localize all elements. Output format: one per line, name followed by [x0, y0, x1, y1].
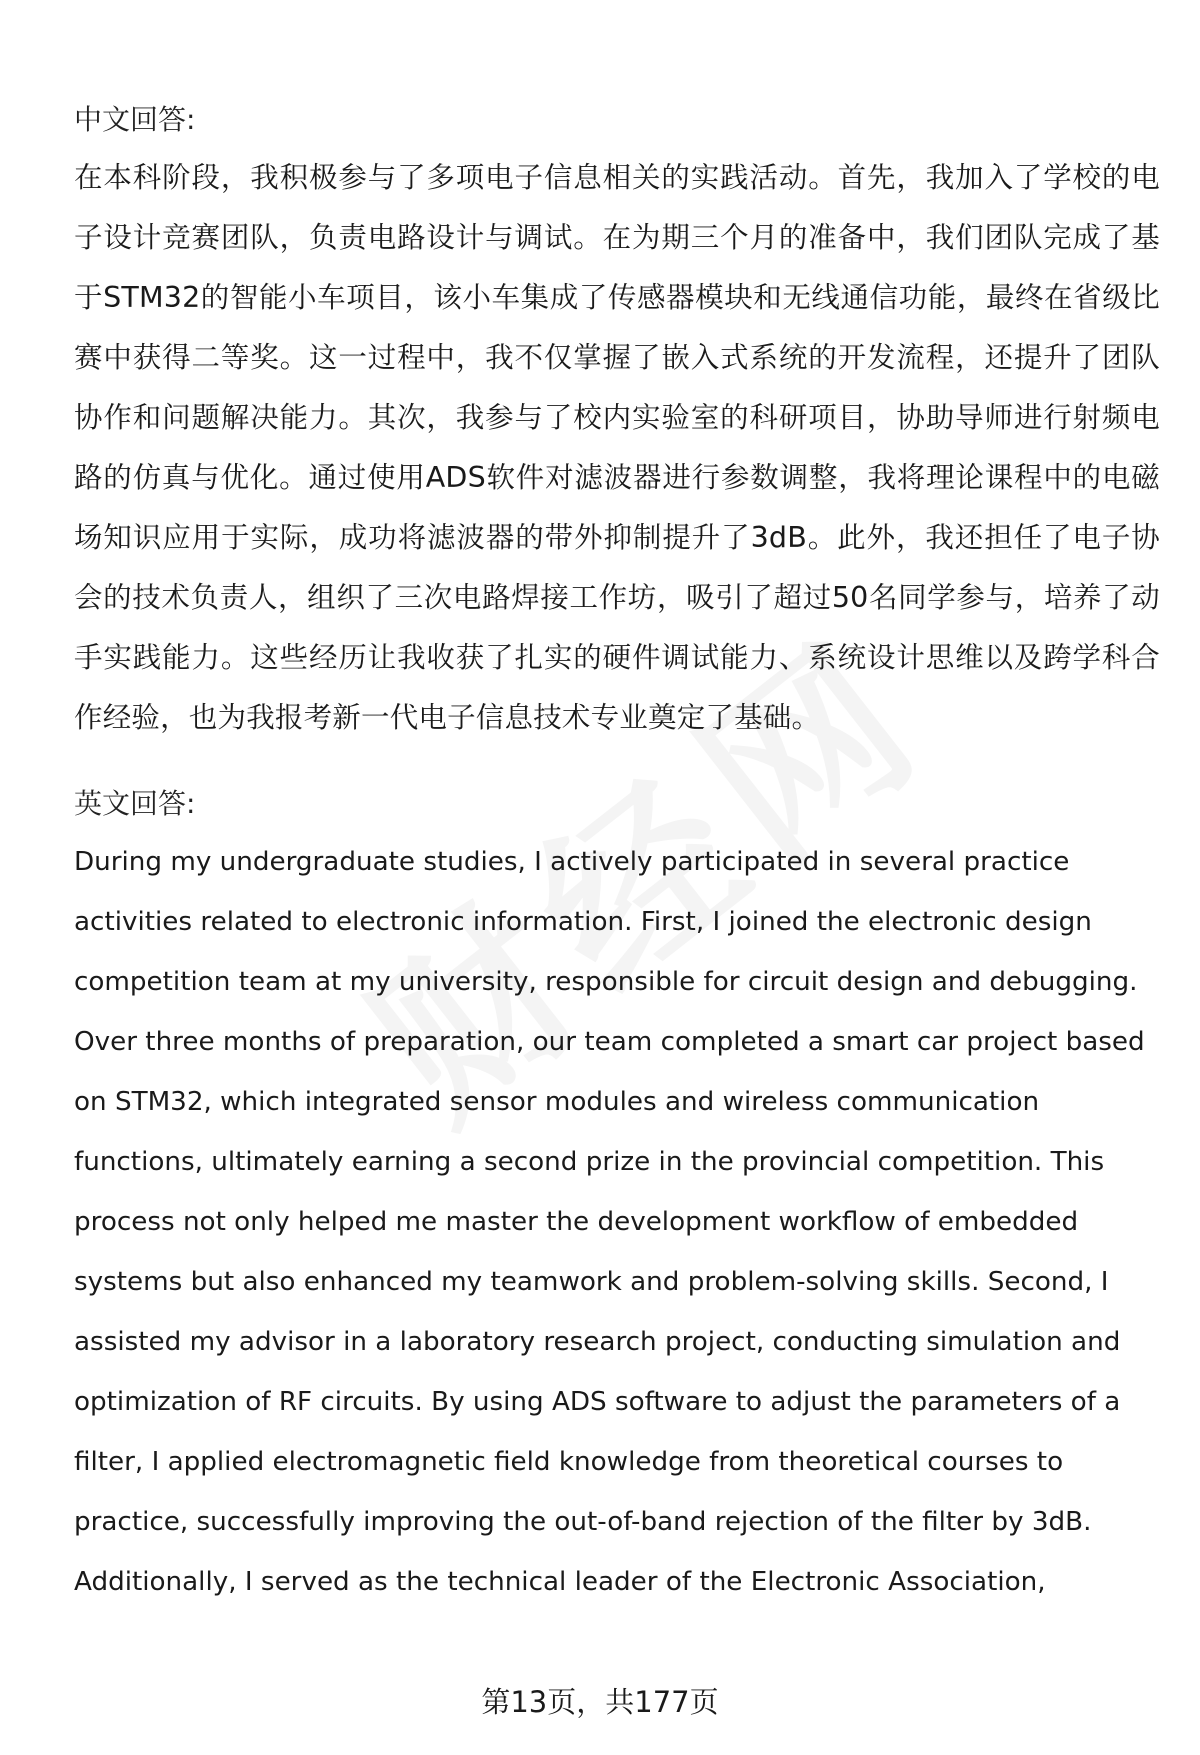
page-number: 第13页，共177页 [481, 1685, 719, 1719]
chinese-answer-section [74, 96, 1160, 748]
chinese-answer-heading: 中文回答: [74, 103, 196, 136]
english-answer-heading: 英文回答: [74, 787, 196, 820]
chinese-answer-paragraph: 在本科阶段，我积极参与了多项电子信息相关的实践活动。首先，我加入了学校的电子设计竞赛团队，负责电路设计与调试。在为期三个月的准备中，我们团队完成了基于STM32的智能小车项目，该小车集成了传感器模块和无线通信功能，最终在省级比赛中获得二等奖。这一过程中，我不仅掌握了嵌入式系统的开发流程，还提升了团队协作和问题解决能力。其次，我参与了校内实验室的科研项目，协助导师进行射频电路的仿真与优化。通过使用ADS软件对滤波器进行参数调整，我将理论课程中的电磁场知识应用于实际，成功将滤波器的带外抑制提升了3dB。此外，我还担任了电子协会的技术负责人，组织了三次电路焊接工作坊，吸引了超过50名同学参与，培养了动手实践能力。这些经历让我收获了扎实的硬件调试能力、系统设计思维以及跨学科合作经验，也为我报考新一代电子信息技术专业奠定了基础。 [74, 161, 1160, 734]
english-answer-section [74, 780, 1154, 1612]
english-answer-paragraph: During my undergraduate studies, I actively participated in several practice activities related to electronic information. First, I joined the electronic design competition team at my university, responsible for circuit design and debugging. Over three months of preparation, our team completed a smart car project based on STM32, which integrated sensor modules and wireless communication functions, ultimately earning a second prize in the provincial competition. This process not only helped me master the development workflow of embedded systems but also enhanced my teamwork and problem-solving skills. Second, I assisted my advisor in a laboratory research project, conducting simulation and optimization of RF circuits. By using ADS software to adjust the parameters of a filter, I applied electromagnetic field knowledge from theoretical courses to practice, successfully improving the out-of-band rejection of the filter by 3dB. Additionally, I served as the technical leader of the Electronic Association, [74, 847, 1145, 1597]
